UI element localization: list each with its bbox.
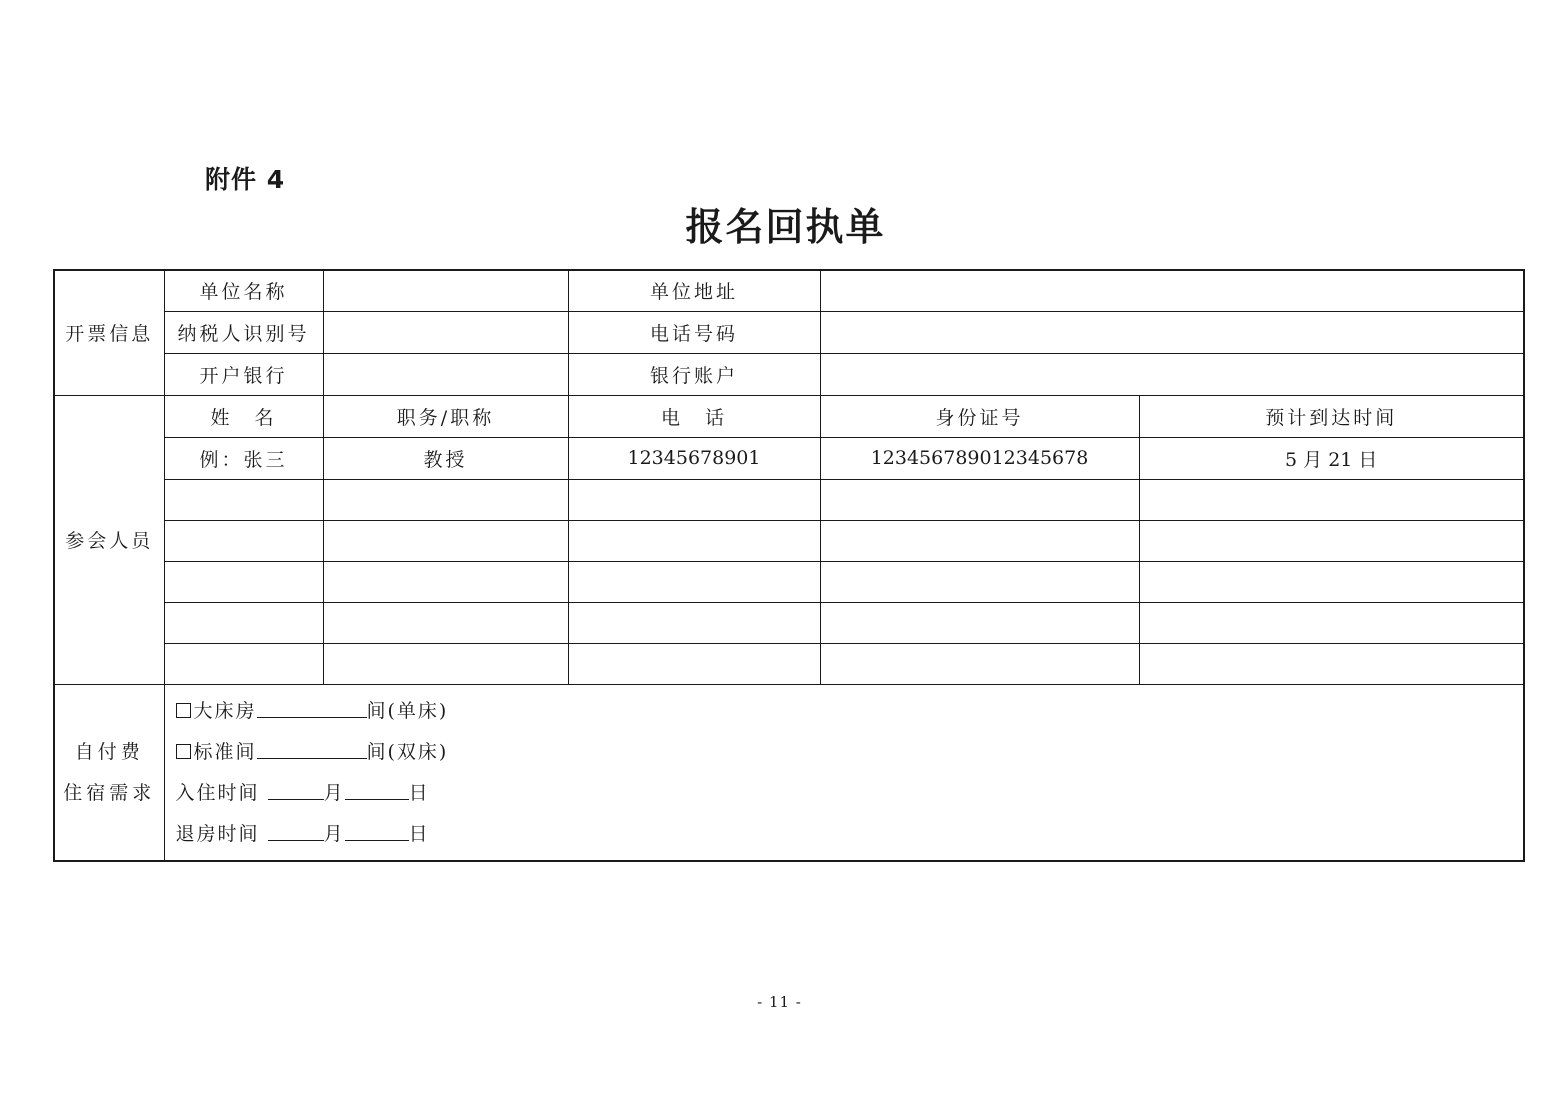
example-phone: 12345678901	[568, 437, 820, 479]
phone-number-field[interactable]	[820, 311, 1524, 353]
attendee-title-cell[interactable]	[323, 520, 568, 561]
attendee-arrival-cell[interactable]	[1139, 603, 1524, 644]
form-title: 报名回执单	[685, 204, 886, 249]
attendee-phone-cell[interactable]	[568, 520, 820, 561]
bank-account-label: 银行账户	[568, 353, 820, 395]
lodging-row	[54, 685, 1524, 861]
attendee-id-cell[interactable]	[820, 479, 1139, 520]
lodging-label-line2: 住宿需求	[63, 781, 156, 804]
attendee-title-cell[interactable]	[323, 603, 568, 644]
checkin-month-unit: 月	[323, 781, 345, 804]
example-arrival: 5 月 21 日	[1139, 437, 1524, 479]
registration-form-table	[53, 269, 1525, 862]
attendee-row	[54, 479, 1524, 520]
lodging-label-line1: 自付费	[74, 740, 144, 763]
attendee-arrival-cell[interactable]	[1139, 644, 1524, 685]
page-number: - 11 -	[757, 993, 802, 1011]
attendee-row	[54, 644, 1524, 685]
invoice-row	[54, 270, 1524, 311]
king-room-line	[176, 691, 1524, 732]
attachment-label: 附件 4	[205, 165, 286, 194]
attendee-row	[54, 561, 1524, 602]
checkout-day-field[interactable]	[345, 814, 409, 841]
checkin-day-field[interactable]	[345, 773, 409, 800]
checkin-month-field[interactable]	[268, 773, 324, 800]
taxpayer-id-field[interactable]	[323, 311, 568, 353]
standard-room-suffix: 间(双床)	[366, 740, 449, 763]
attendee-title-cell[interactable]	[323, 479, 568, 520]
attendee-arrival-cell[interactable]	[1139, 479, 1524, 520]
bank-account-field[interactable]	[820, 353, 1524, 395]
checkout-day-unit: 日	[408, 822, 430, 845]
attendees-section-label: 参会人员	[54, 395, 164, 684]
attendee-id-cell[interactable]	[820, 561, 1139, 602]
example-name: 例：张三	[164, 437, 323, 479]
checkin-label: 入住时间	[175, 781, 260, 804]
invoice-row	[54, 311, 1524, 353]
attendee-row	[54, 520, 1524, 561]
taxpayer-id-label: 纳税人识别号	[164, 311, 323, 353]
company-address-field[interactable]	[820, 270, 1524, 311]
invoice-section-label: 开票信息	[54, 270, 164, 395]
phone-number-label: 电话号码	[568, 311, 820, 353]
standard-room-line	[176, 732, 1524, 773]
company-name-field[interactable]	[323, 270, 568, 311]
bank-name-field[interactable]	[323, 353, 568, 395]
attendee-id-cell[interactable]	[820, 520, 1139, 561]
column-header-id-number: 身份证号	[820, 395, 1139, 437]
attendee-row	[54, 603, 1524, 644]
checkin-day-unit: 日	[408, 781, 430, 804]
attendee-phone-cell[interactable]	[568, 603, 820, 644]
checkout-month-field[interactable]	[268, 814, 324, 841]
lodging-options	[164, 685, 1524, 861]
example-id-number: 123456789012345678	[820, 437, 1139, 479]
checkout-month-unit: 月	[323, 822, 345, 845]
lodging-section-label	[54, 685, 164, 861]
attendee-arrival-cell[interactable]	[1139, 561, 1524, 602]
attendee-example-row	[54, 437, 1524, 479]
attendee-phone-cell[interactable]	[568, 561, 820, 602]
standard-room-checkbox[interactable]	[176, 744, 191, 759]
standard-room-label: 标准间	[193, 740, 257, 763]
attendee-name-cell[interactable]	[164, 479, 323, 520]
checkin-line	[176, 773, 1524, 814]
column-header-name: 姓 名	[164, 395, 323, 437]
column-header-arrival: 预计到达时间	[1139, 395, 1524, 437]
checkout-label: 退房时间	[175, 822, 260, 845]
attendee-id-cell[interactable]	[820, 603, 1139, 644]
attendee-title-cell[interactable]	[323, 644, 568, 685]
attendee-phone-cell[interactable]	[568, 644, 820, 685]
example-title: 教授	[323, 437, 568, 479]
column-header-title: 职务/职称	[323, 395, 568, 437]
standard-room-count-field[interactable]	[257, 732, 367, 759]
attendee-name-cell[interactable]	[164, 561, 323, 602]
company-name-label: 单位名称	[164, 270, 323, 311]
invoice-row	[54, 353, 1524, 395]
column-header-phone: 电 话	[568, 395, 820, 437]
king-room-label: 大床房	[193, 699, 257, 722]
company-address-label: 单位地址	[568, 270, 820, 311]
king-room-checkbox[interactable]	[176, 703, 191, 718]
attendee-phone-cell[interactable]	[568, 479, 820, 520]
attendee-title-cell[interactable]	[323, 561, 568, 602]
attendee-id-cell[interactable]	[820, 644, 1139, 685]
checkout-line	[176, 814, 1524, 855]
attendee-arrival-cell[interactable]	[1139, 520, 1524, 561]
attendee-name-cell[interactable]	[164, 644, 323, 685]
attendee-header-row	[54, 395, 1524, 437]
king-room-suffix: 间(单床)	[366, 699, 449, 722]
king-room-count-field[interactable]	[257, 691, 367, 718]
attendee-name-cell[interactable]	[164, 520, 323, 561]
attendee-name-cell[interactable]	[164, 603, 323, 644]
bank-name-label: 开户银行	[164, 353, 323, 395]
